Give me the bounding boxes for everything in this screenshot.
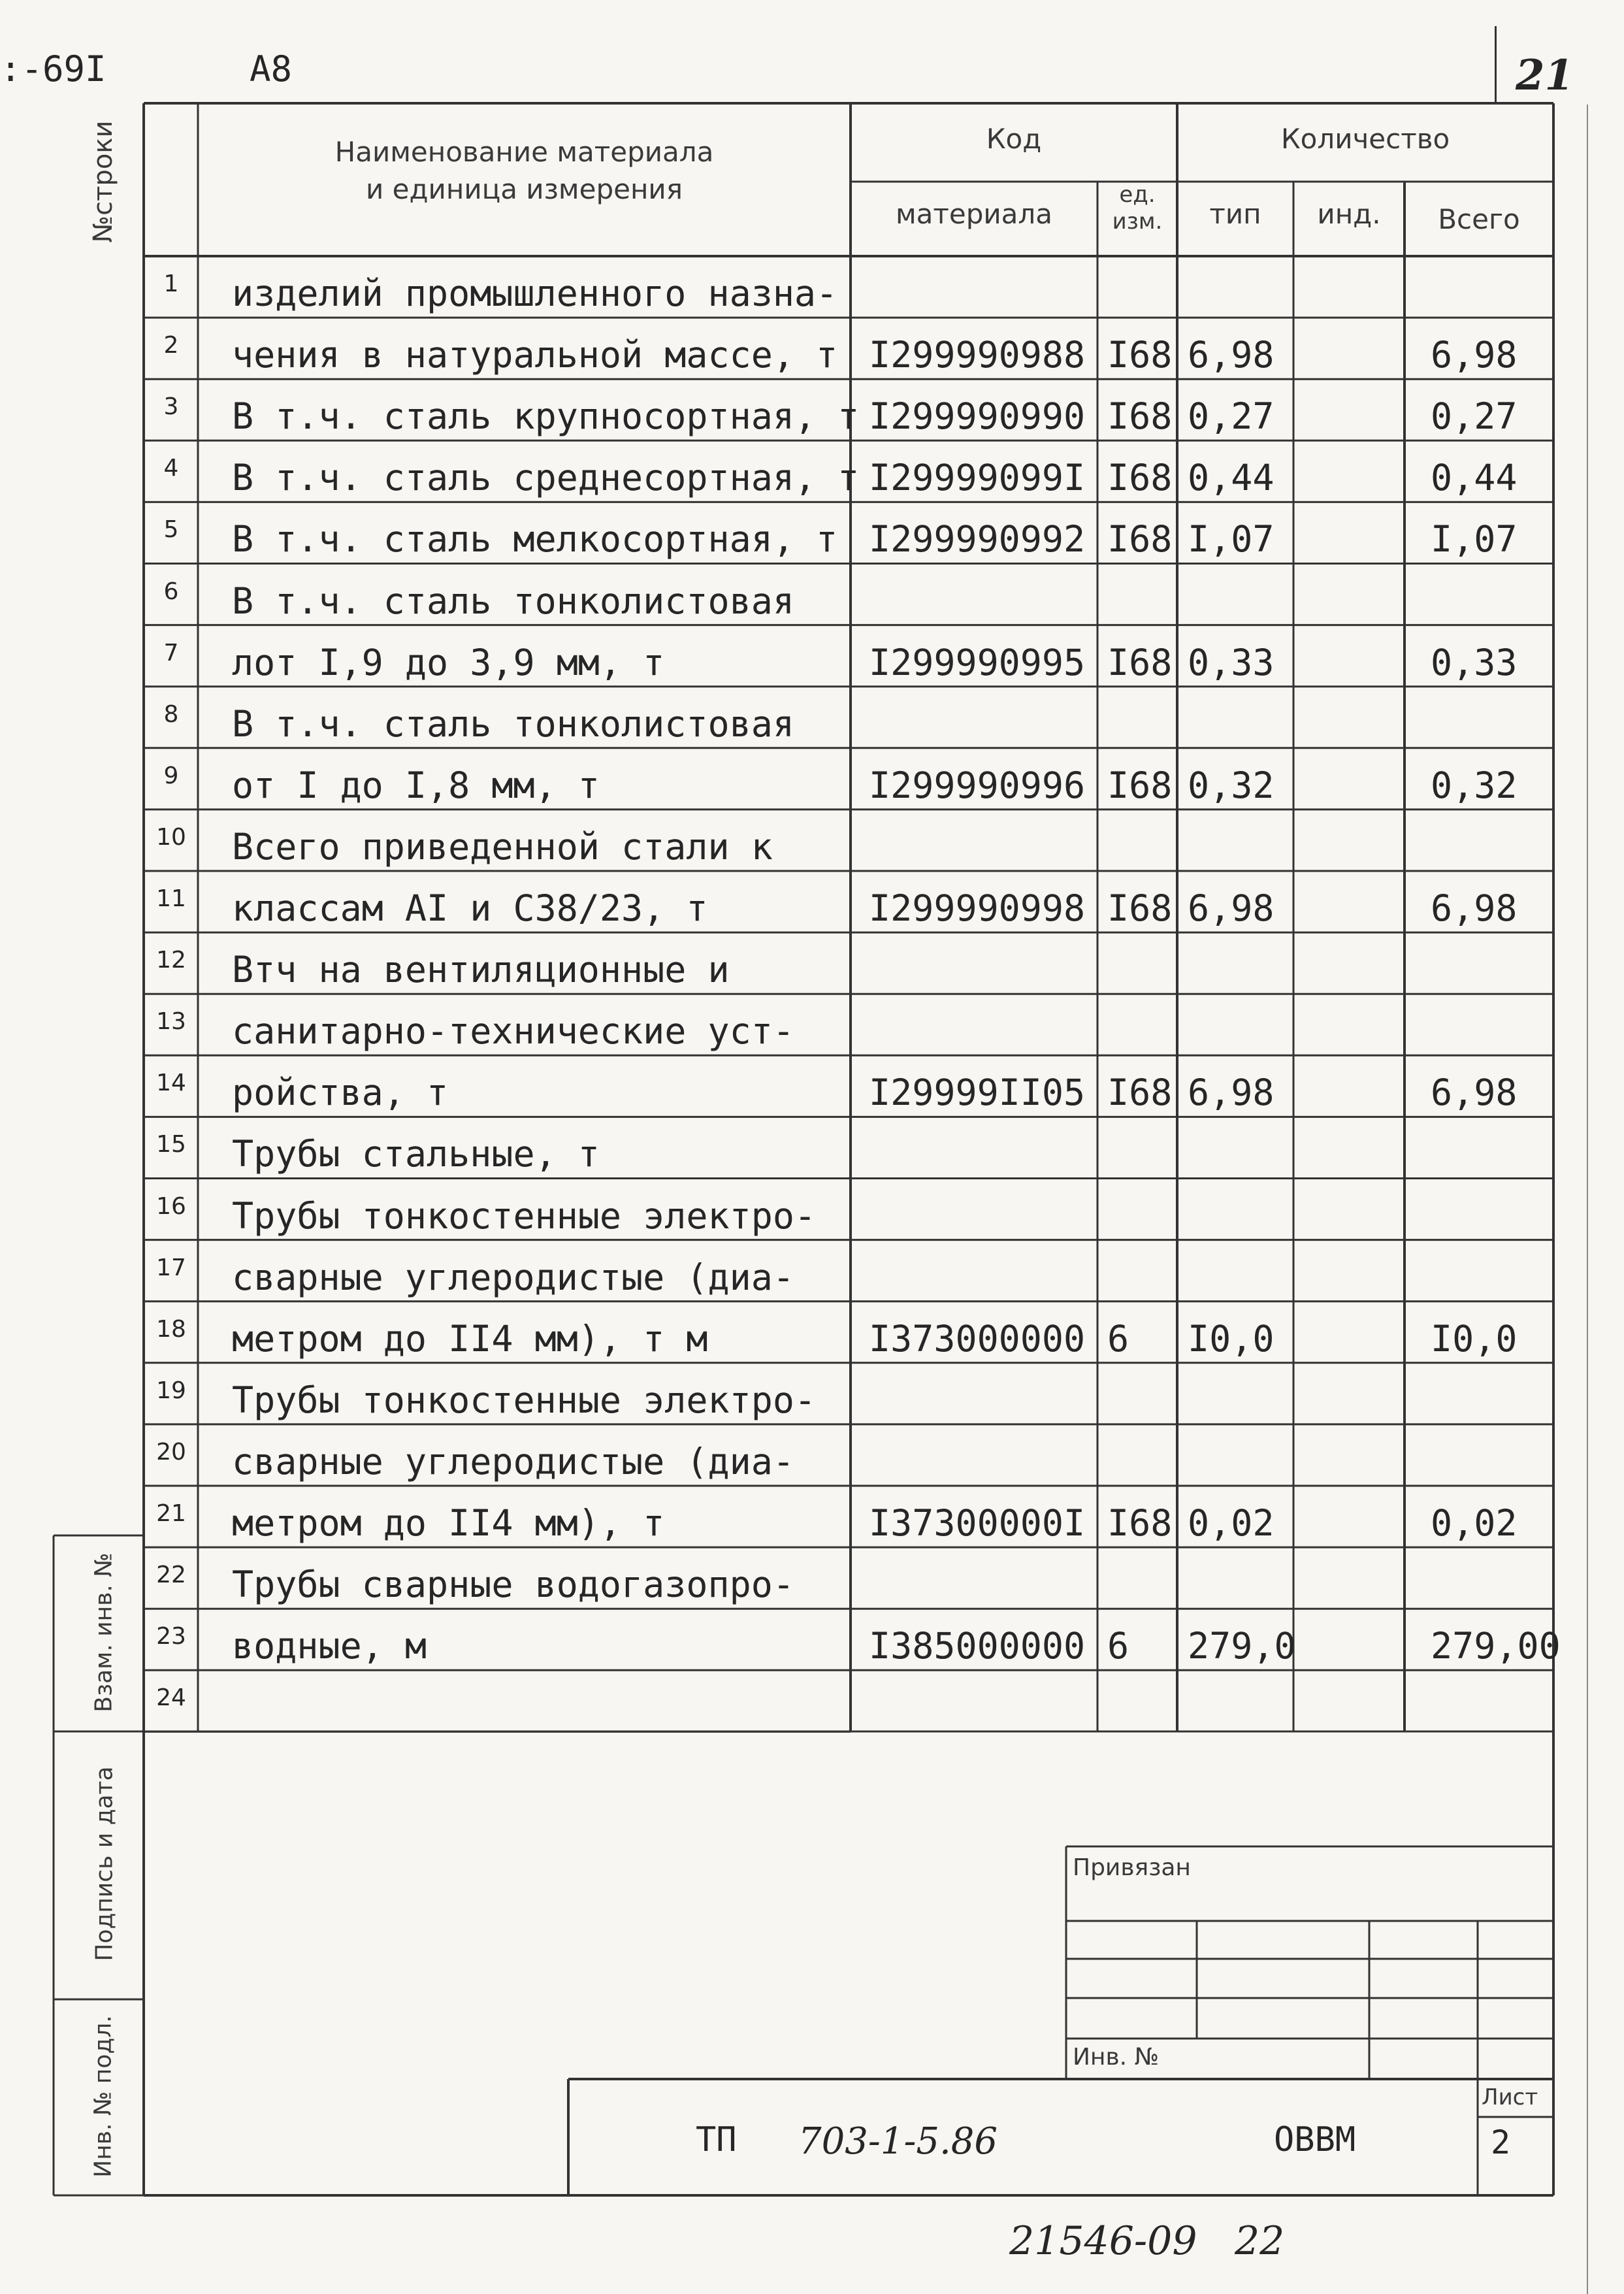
row-number: 10 bbox=[156, 823, 186, 851]
label-original-inventory: Инв. № подл. bbox=[89, 2015, 117, 2178]
row-number: 13 bbox=[156, 1008, 186, 1036]
row-number: 22 bbox=[156, 1562, 186, 1589]
cell-total: I,07 bbox=[1431, 518, 1518, 561]
cell-name: изделий промышленного назна- bbox=[232, 272, 838, 314]
archive-page: 22 bbox=[1235, 2218, 1285, 2264]
row-number: 4 bbox=[163, 455, 179, 482]
row-number: 24 bbox=[156, 1684, 186, 1712]
cell-name: Трубы тонкостенные электро- bbox=[232, 1379, 817, 1421]
cell-unit: I68 bbox=[1107, 334, 1173, 376]
header-row-number: №строки bbox=[88, 120, 118, 243]
cell-code: I373000000 bbox=[869, 1317, 1086, 1360]
stamp-inv-label: Инв. № bbox=[1073, 2044, 1160, 2071]
row-number: 17 bbox=[156, 1254, 186, 1281]
cell-unit: 6 bbox=[1107, 1317, 1129, 1360]
header-material: материала bbox=[895, 198, 1052, 230]
row-number: 3 bbox=[163, 393, 179, 421]
cell-total: 6,98 bbox=[1431, 1072, 1518, 1114]
cell-type: I0,0 bbox=[1188, 1317, 1275, 1360]
row-number: 16 bbox=[156, 1192, 186, 1220]
cell-unit: I68 bbox=[1107, 457, 1173, 499]
cell-name: санитарно-технические уст- bbox=[232, 1010, 794, 1053]
cell-name: Трубы сварные водогазопро- bbox=[232, 1564, 794, 1606]
cell-unit: I68 bbox=[1107, 1072, 1173, 1114]
row-number: 12 bbox=[156, 947, 186, 974]
cell-unit: I68 bbox=[1107, 887, 1173, 929]
header-code: Код bbox=[986, 123, 1042, 155]
cell-code: I299990990 bbox=[869, 395, 1086, 438]
doc-section: ОВВМ bbox=[1274, 2120, 1356, 2159]
row-number: 2 bbox=[163, 332, 179, 359]
row-number: 8 bbox=[163, 700, 179, 728]
cell-type: 6,98 bbox=[1188, 887, 1275, 929]
cell-type: 0,33 bbox=[1188, 641, 1275, 683]
cell-type: 0,32 bbox=[1188, 764, 1275, 806]
cell-code: I299990992 bbox=[869, 518, 1086, 561]
cell-name: сварные углеродистые (диа- bbox=[232, 1440, 794, 1483]
row-number: 11 bbox=[156, 885, 186, 912]
row-number: 15 bbox=[156, 1131, 186, 1158]
cell-name: Всего приведенной стали к bbox=[232, 825, 773, 868]
row-number: 18 bbox=[156, 1315, 186, 1343]
sheet-label: Лист bbox=[1482, 2084, 1538, 2110]
row-number: 5 bbox=[163, 516, 179, 544]
cell-unit: I68 bbox=[1107, 395, 1173, 438]
cell-name: от I до I,8 мм, т bbox=[232, 764, 600, 806]
cell-name: классам AI и C38/23, т bbox=[232, 887, 708, 929]
cell-unit: I68 bbox=[1107, 1502, 1173, 1544]
cell-type: 279,0 bbox=[1188, 1625, 1296, 1667]
row-number: 21 bbox=[156, 1500, 186, 1527]
cell-unit: 6 bbox=[1107, 1625, 1129, 1667]
cell-code: I29999099I bbox=[869, 457, 1086, 499]
row-number: 7 bbox=[163, 639, 179, 666]
archive-number: 21546-09 bbox=[1009, 2218, 1197, 2264]
cell-name: метром до II4 мм), т bbox=[232, 1502, 665, 1544]
label-swap-inventory: Взам. инв. № bbox=[90, 1552, 118, 1712]
cell-type: 6,98 bbox=[1188, 334, 1275, 376]
cell-name: чения в натуральной массе, т bbox=[232, 334, 838, 376]
cell-type: I,07 bbox=[1188, 518, 1275, 561]
row-number: 23 bbox=[156, 1623, 186, 1650]
cell-total: 6,98 bbox=[1431, 334, 1518, 376]
series-code: :-69I bbox=[0, 48, 106, 90]
cell-total: 0,32 bbox=[1431, 764, 1518, 806]
cell-name: Втч на вентиляционные и bbox=[232, 949, 730, 991]
cell-type: 0,27 bbox=[1188, 395, 1275, 438]
cell-name: водные, м bbox=[232, 1625, 427, 1667]
cell-total: 0,44 bbox=[1431, 457, 1518, 499]
cell-code: I385000000 bbox=[869, 1625, 1086, 1667]
doc-prefix: ТП bbox=[696, 2120, 737, 2159]
cell-name: Трубы стальные, т bbox=[232, 1133, 600, 1175]
cell-code: I299990998 bbox=[869, 887, 1086, 929]
cell-unit: I68 bbox=[1107, 641, 1173, 683]
cell-total: 0,27 bbox=[1431, 395, 1518, 438]
cell-total: I0,0 bbox=[1431, 1317, 1518, 1360]
header-type: тип bbox=[1209, 198, 1261, 230]
sheet-number: 2 bbox=[1491, 2123, 1511, 2161]
cell-code: I299990995 bbox=[869, 641, 1086, 683]
cell-unit: I68 bbox=[1107, 518, 1173, 561]
cell-code: I37300000I bbox=[869, 1502, 1086, 1544]
cell-name: ройства, т bbox=[232, 1072, 449, 1114]
cell-type: 6,98 bbox=[1188, 1072, 1275, 1114]
row-number: 14 bbox=[156, 1070, 186, 1097]
header-unit: ед. изм. bbox=[1112, 182, 1163, 235]
format-label: A8 bbox=[250, 48, 293, 90]
row-number: 20 bbox=[156, 1438, 186, 1466]
cell-total: 279,00 bbox=[1431, 1625, 1561, 1667]
cell-total: 0,33 bbox=[1431, 641, 1518, 683]
row-number: 1 bbox=[163, 270, 179, 297]
cell-name: лот I,9 до 3,9 мм, т bbox=[232, 641, 665, 683]
row-number: 9 bbox=[163, 762, 179, 789]
doc-number: 703-1-5.86 bbox=[798, 2120, 998, 2163]
page-number: 21 bbox=[1516, 51, 1574, 100]
cell-unit: I68 bbox=[1107, 764, 1173, 806]
cell-name: сварные углеродистые (диа- bbox=[232, 1256, 794, 1298]
row-number: 6 bbox=[163, 578, 179, 605]
cell-total: 0,02 bbox=[1431, 1502, 1518, 1544]
cell-name: В т.ч. сталь мелкосортная, т bbox=[232, 518, 838, 561]
cell-name: В т.ч. сталь крупносортная, т bbox=[232, 395, 860, 438]
cell-code: I29999II05 bbox=[869, 1072, 1086, 1114]
cell-name: В т.ч. сталь тонколистовая bbox=[232, 702, 794, 745]
cell-name: В т.ч. сталь среднесортная, т bbox=[232, 457, 860, 499]
cell-code: I299990988 bbox=[869, 334, 1086, 376]
cell-type: 0,44 bbox=[1188, 457, 1275, 499]
label-signature-date: Подпись и дата bbox=[91, 1766, 118, 1961]
header-ind: инд. bbox=[1317, 198, 1381, 230]
header-quantity: Количество bbox=[1280, 123, 1450, 155]
cell-type: 0,02 bbox=[1188, 1502, 1275, 1544]
cell-name: Трубы тонкостенные электро- bbox=[232, 1194, 817, 1237]
cell-total: 6,98 bbox=[1431, 887, 1518, 929]
cell-name: В т.ч. сталь тонколистовая bbox=[232, 580, 794, 622]
cell-name: метром до II4 мм), т м bbox=[232, 1317, 708, 1360]
stamp-bound-label: Привязан bbox=[1073, 1854, 1191, 1881]
row-number: 19 bbox=[156, 1377, 186, 1404]
cell-code: I299990996 bbox=[869, 764, 1086, 806]
header-total: Всего bbox=[1438, 203, 1520, 235]
header-name: Наименование материала и единица измерения bbox=[334, 136, 714, 205]
